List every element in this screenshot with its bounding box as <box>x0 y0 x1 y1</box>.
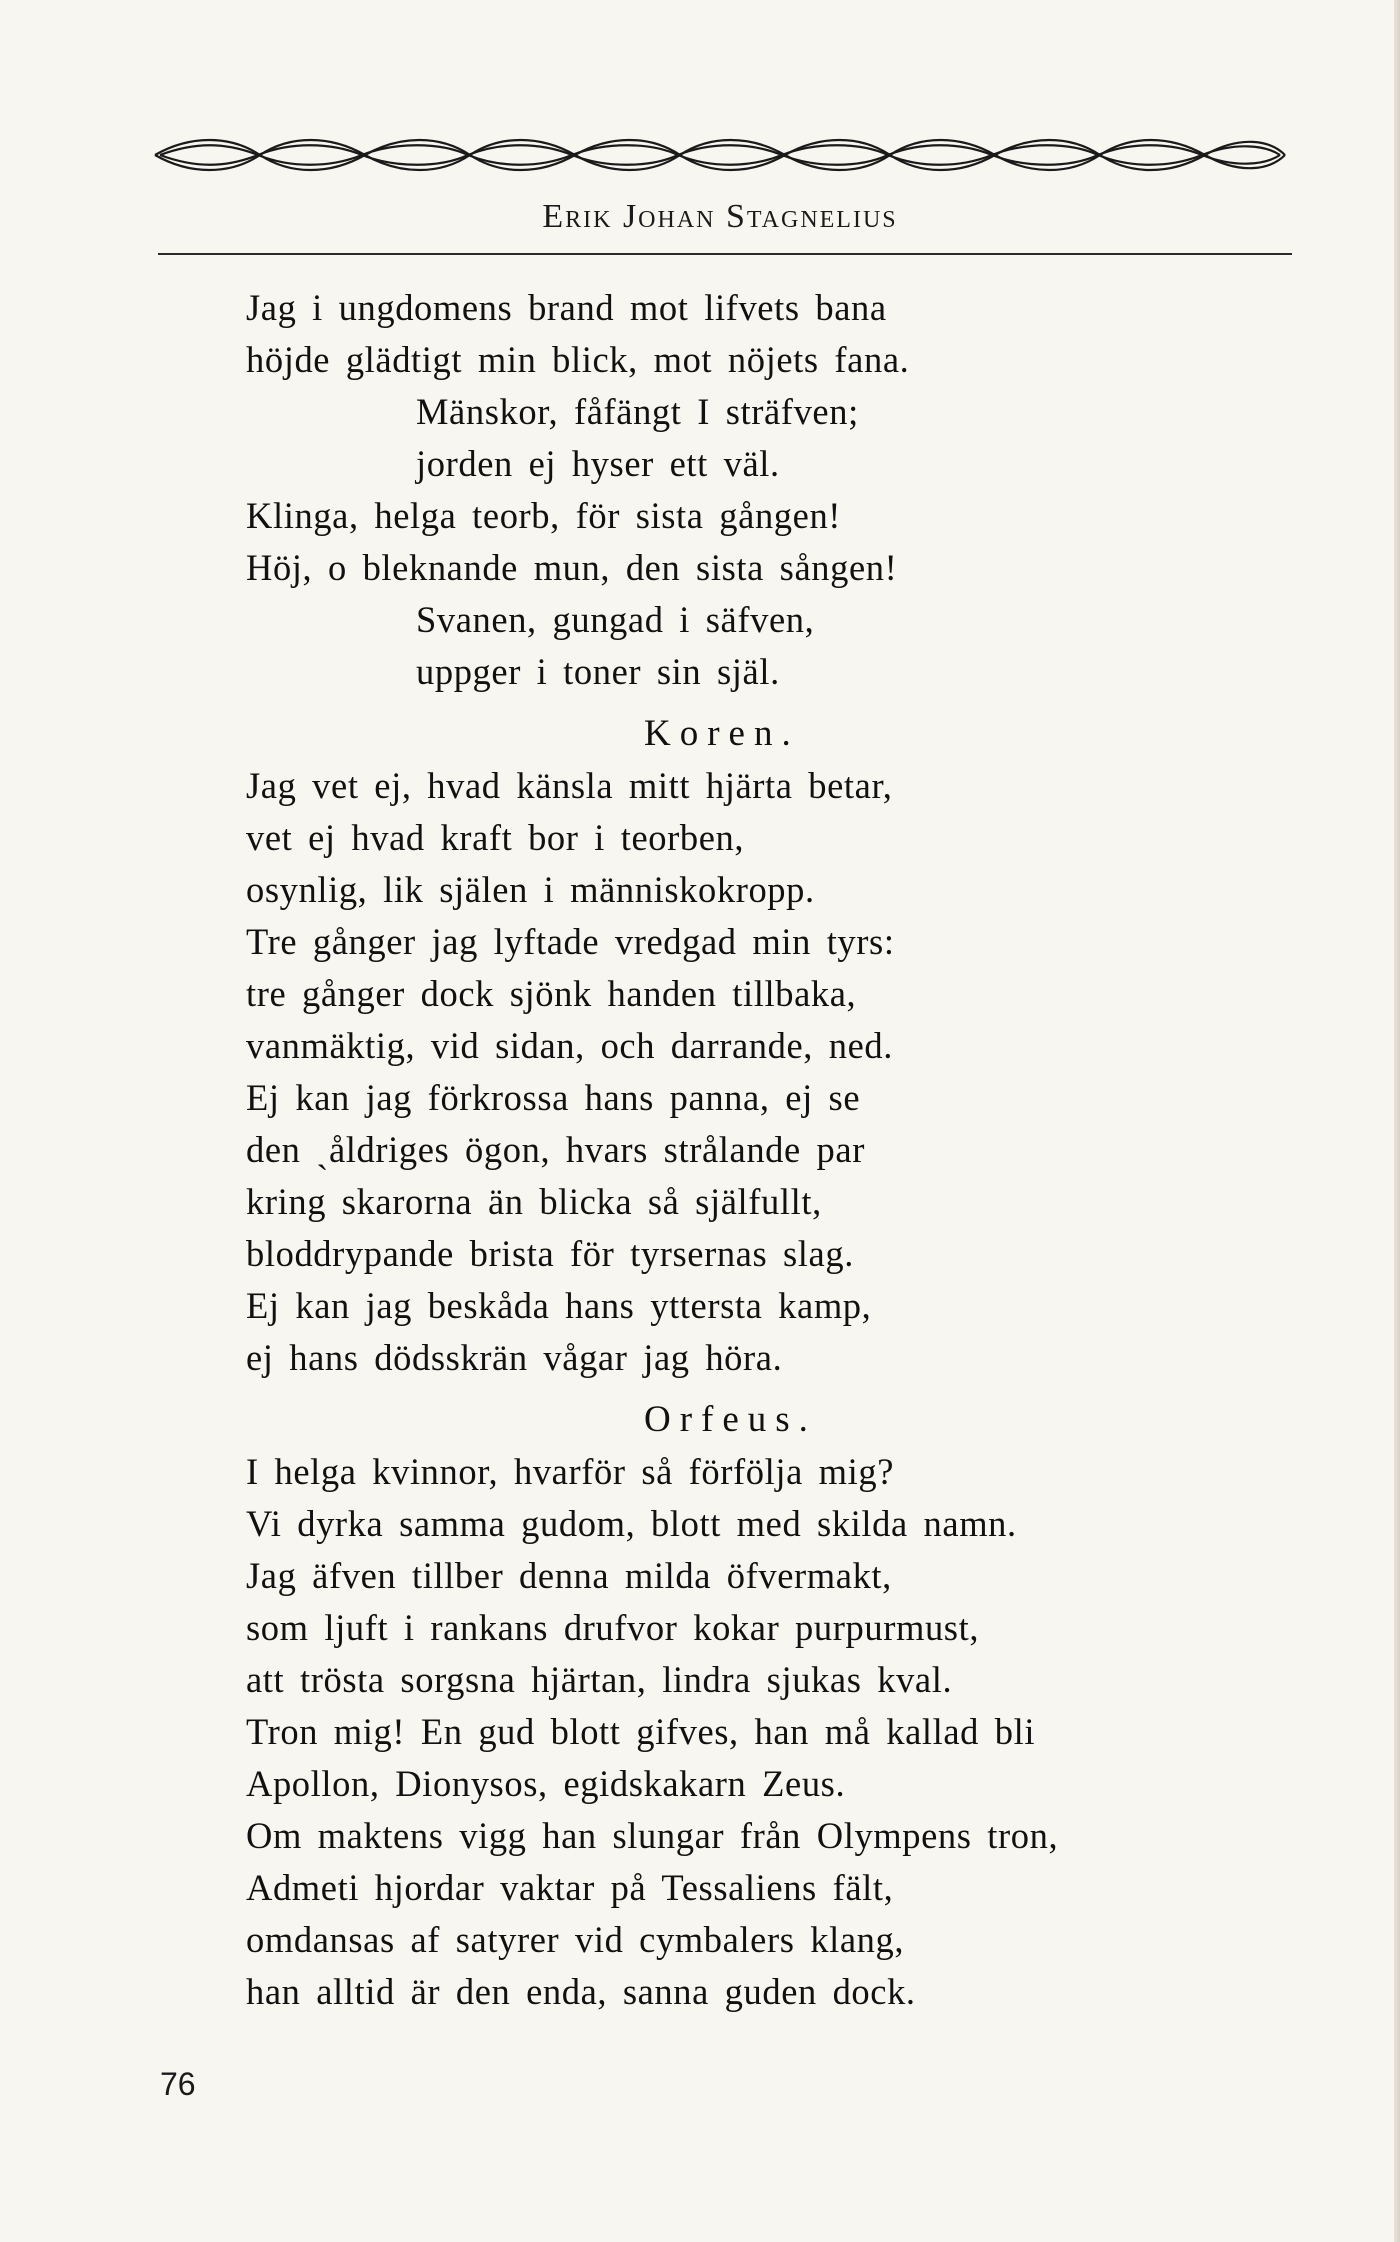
speaker-heading-koren: Koren. <box>644 713 800 754</box>
verse-line: Svanen, gungad i säfven, <box>416 599 815 640</box>
verse-line: Vi dyrka samma gudom, blott med skilda namn. <box>246 1503 1017 1544</box>
verse-line: att trösta sorgsna hjärtan, lindra sjukas kval. <box>246 1659 953 1700</box>
verse-line: osynlig, lik själen i människokropp. <box>246 869 815 910</box>
verse-line: omdansas af satyrer vid cymbalers klang, <box>246 1919 905 1960</box>
verse-line: tre gånger dock sjönk handen tillbaka, <box>246 973 857 1014</box>
verse-line: Jag vet ej, hvad känsla mitt hjärta betar, <box>246 765 893 806</box>
speaker-heading-orfeus: Orfeus. <box>644 1399 817 1440</box>
header-rule <box>158 253 1292 255</box>
poem-text <box>246 282 1286 2018</box>
page-edge <box>1394 0 1400 2242</box>
verse-line: ej hans dödsskrän vågar jag höra. <box>246 1337 783 1378</box>
verse-line: som ljuft i rankans drufvor kokar purpurmust, <box>246 1607 980 1648</box>
verse-line: han alltid är den enda, sanna guden dock. <box>246 1971 916 2012</box>
verse-line: Klinga, helga teorb, för sista gången! <box>246 495 842 536</box>
verse-line: kring skarorna än blicka så själfullt, <box>246 1181 822 1222</box>
verse-line: höjde glädtigt min blick, mot nöjets fana. <box>246 339 910 380</box>
verse-line: bloddrypande brista för tyrsernas slag. <box>246 1233 854 1274</box>
verse-line: Jag äfven tillber denna milda öfvermakt, <box>246 1555 892 1596</box>
verse-line: Tre gånger jag lyftade vredgad min tyrs: <box>246 921 895 962</box>
verse-line: Ej kan jag förkrossa hans panna, ej se <box>246 1077 861 1118</box>
running-head: Erik Johan Stagnelius <box>542 198 898 235</box>
page-number: 76 <box>160 2066 196 2102</box>
verse-line: Tron mig! En gud blott gifves, han må kallad bli <box>246 1711 1036 1752</box>
verse-line: uppger i toner sin själ. <box>416 651 780 692</box>
verse-line: Om maktens vigg han slungar från Olympens tron, <box>246 1815 1059 1856</box>
verse-line: Apollon, Dionysos, egidskakarn Zeus. <box>246 1763 846 1804</box>
verse-line: vanmäktig, vid sidan, och darrande, ned. <box>246 1025 893 1066</box>
verse-line: jorden ej hyser ett väl. <box>416 443 780 484</box>
verse-line: Admeti hjordar vaktar på Tessaliens fält, <box>246 1867 894 1908</box>
verse-line: den ˎåldriges ögon, hvars strålande par <box>246 1129 865 1170</box>
braided-ornament-icon <box>150 130 1290 180</box>
verse-line: I helga kvinnor, hvarför så förfölja mig? <box>246 1451 895 1492</box>
verse-line: Jag i ungdomens brand mot lifvets bana <box>246 287 887 328</box>
verse-line: Ej kan jag beskåda hans yttersta kamp, <box>246 1285 872 1326</box>
verse-line: Höj, o bleknande mun, den sista sången! <box>246 547 898 588</box>
verse-line: vet ej hvad kraft bor i teorben, <box>246 817 745 858</box>
verse-line: Mänskor, fåfängt I sträfven; <box>416 391 859 432</box>
